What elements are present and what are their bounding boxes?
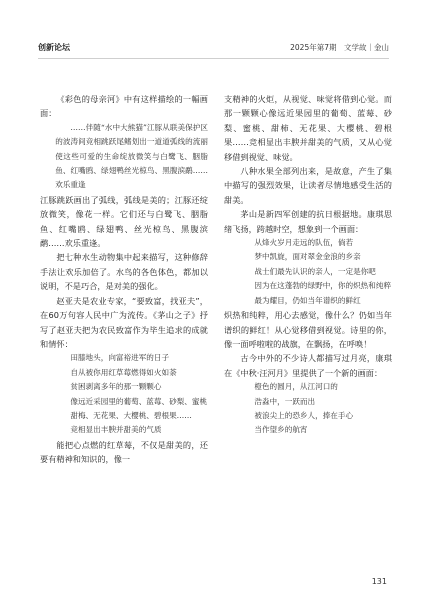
page-header xyxy=(38,42,389,58)
poem-line: 因为在这蓬勃的绿野中，你的炽热和纯粹 xyxy=(254,281,392,291)
poem-line: 梦中凯旋，面对翠金金浪的乡亲 xyxy=(254,252,361,262)
paragraph: 茅山是新四军创建的抗日根据地。康琪思绪飞扬，跨越时空，想象到一个画面： xyxy=(224,209,392,234)
poem-line: 浩淼中，一跃而出 xyxy=(254,396,316,406)
paragraph: 《彩色的母亲河》中有这样描绘的一幅画面： xyxy=(40,94,208,119)
paragraph: 八种水果全部列出来，是故意，产生了集中描写的强烈效果，让读者尽情地感受生活的甜美。 xyxy=(224,166,392,205)
paragraph: 赵亚夫是农业专家，“要致富，找亚夫”，在60万句容人民中广为流传。《茅山之子》抒写了赵亚夫把为农民致富作为毕生追求的成就和情怀： xyxy=(40,295,208,349)
paragraph: 江豚跳跃画出了弧线，弧线是美的；江豚还绽放微笑，像花一样。它们还与白鹭飞、胭脂鱼、红嘴鸥、绿翅鸭、丝光椋鸟、黑腹滨鹬……欢乐重逢。 xyxy=(40,194,208,249)
poem-line: 当作望乡的航宵 xyxy=(254,425,308,435)
section-title: 创新论坛 xyxy=(38,43,70,52)
poem-line: 被浪尖上的恐乡人，捧在手心 xyxy=(254,410,354,420)
paragraph: 炽热和纯粹，用心去感觉，像什么？仍如当年谱织的鲜红！从心觉移借到视觉。诗里的你，像一面呼啦啦的战旗，在飘扬，在呼唤！ xyxy=(224,310,392,349)
paragraph: 支精神的火炬，从视觉、味觉将借到心觉。而那一颗颗心像远近果园里的葡萄、蓝莓、砂梨、蜜桃、甜柿、无花果、大樱桃、碧根果……竞相显出丰腴并甜美的气质，又从心觉移借到视觉、味觉。 xyxy=(224,94,392,162)
paragraph: 把七种水生动物集中起来描写，这种修辞手法让欢乐加倍了。水鸟的各色体色，都加以说明，不是巧合，是对美的强化。 xyxy=(40,252,208,292)
issue-info: 2025年第7期 文学故｜金山 xyxy=(290,43,389,52)
paragraph: 能把心点燃的红草莓，不仅是甜美的，还要有精神和知识的，像一 xyxy=(40,439,208,465)
poem-line: 贫困剥离多年的那一颗颗心 xyxy=(70,382,162,392)
page-number: 131 xyxy=(371,577,387,586)
poem-line: 战士们最先认识的亲人，一定是你吧 xyxy=(254,266,376,276)
header-rule xyxy=(38,58,389,59)
right-column xyxy=(224,92,392,438)
poem-line: 自从被你用红草莓燃得如火如荼 xyxy=(70,367,177,377)
poem-line: 田膝地头，向富裕进军的日子 xyxy=(70,353,170,363)
paragraph: 古今中外的不少诗人都描写过月亮，康琪在《中秋·汪河月》里提供了一个新的画面： xyxy=(224,353,392,378)
left-column xyxy=(40,92,208,467)
poem-line: 竞相显出丰腴并甜美的气质 xyxy=(70,425,162,435)
poem-line: 橙色的圆月，从江河口的 xyxy=(254,382,338,392)
poem-line: ……伴随“水中大熊猫”江豚从联美保护区的波涛间竞相跳跃尾鳍划出一道道弧线的流丽使这些可爱的生命绽放微笑与白鹭飞、胭脂鱼、红嘴鸥、绿翅鸭丝光椋鸟、黑腹滨鹬……欢乐重逢 xyxy=(55,122,208,190)
poem-line: 从烽火岁月走远的队伍，倘若 xyxy=(254,238,354,248)
poem-line: 最为耀目，仍如当年谱织的鲜红 xyxy=(254,295,361,305)
poem-line: 甜梅、无花果、大樱桃、碧根果…… xyxy=(70,410,192,420)
poem-line: 像远近采园里的葡萄、蓝莓、砂梨、蜜桃 xyxy=(70,396,208,406)
